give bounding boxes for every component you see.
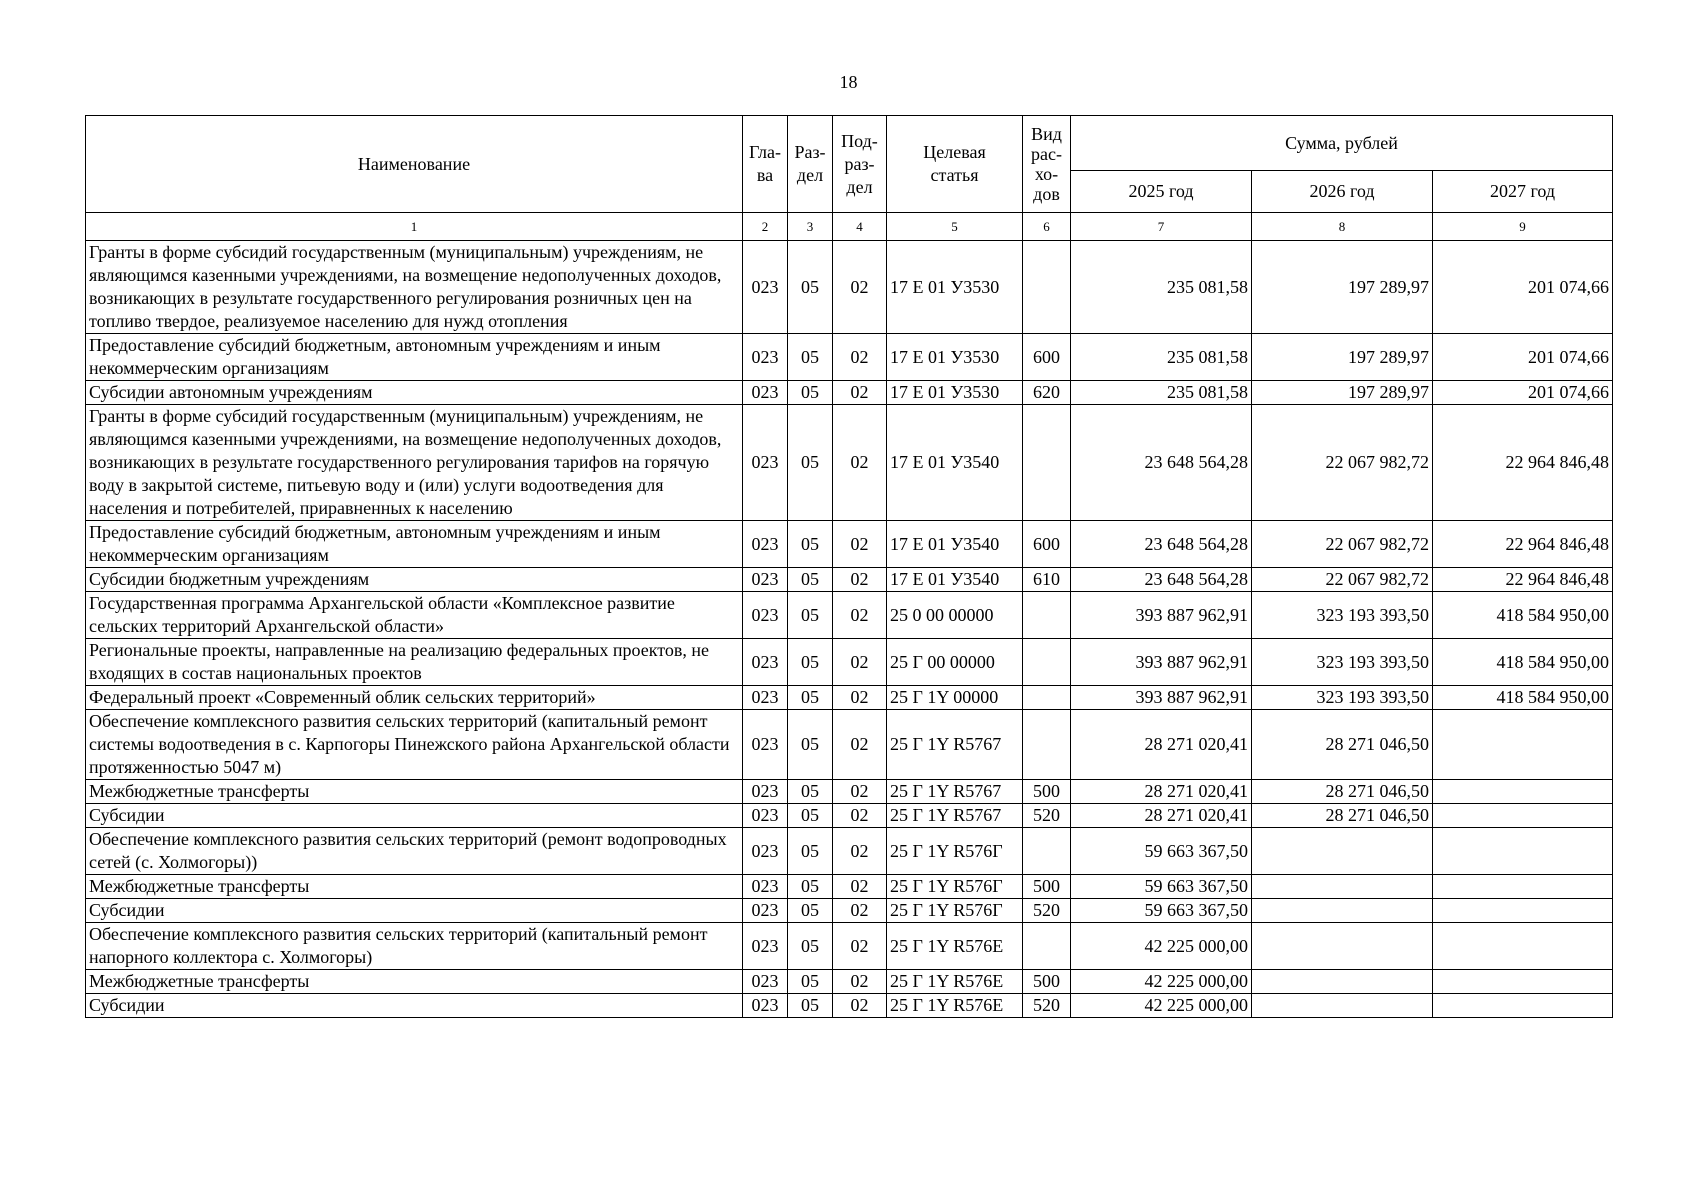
column-number: 4 bbox=[833, 213, 887, 241]
row-sum-2026: 28 271 046,50 bbox=[1252, 804, 1433, 828]
row-subsection: 02 bbox=[833, 592, 887, 639]
row-name: Межбюджетные трансферты bbox=[86, 970, 743, 994]
row-target: 25 Г 1Y R576Е bbox=[887, 923, 1023, 970]
table-row bbox=[86, 592, 1613, 639]
row-chapter: 023 bbox=[743, 804, 788, 828]
row-target: 25 Г 00 00000 bbox=[887, 639, 1023, 686]
row-target: 25 Г 1Y R5767 bbox=[887, 780, 1023, 804]
row-name: Субсидии bbox=[86, 899, 743, 923]
row-sum-2025: 28 271 020,41 bbox=[1071, 780, 1252, 804]
row-expense-type: 620 bbox=[1023, 381, 1071, 405]
column-number: 5 bbox=[887, 213, 1023, 241]
column-number: 9 bbox=[1433, 213, 1613, 241]
table-row bbox=[86, 970, 1613, 994]
row-section: 05 bbox=[788, 994, 833, 1018]
header-year-2027: 2027 год bbox=[1433, 171, 1613, 213]
row-sum-2025: 235 081,58 bbox=[1071, 334, 1252, 381]
row-target: 25 Г 1Y R576Г bbox=[887, 875, 1023, 899]
row-sum-2025: 23 648 564,28 bbox=[1071, 521, 1252, 568]
row-name: Гранты в форме субсидий государственным (муниципальным) учреждениям, не являющимся казенными учреждениями, на возмещение недополученных доходов, возникающих в результате государственного регулирования розничных цен на топливо твердое, реализуемое населению для нужд отопления bbox=[86, 241, 743, 334]
row-expense-type: 500 bbox=[1023, 780, 1071, 804]
row-section: 05 bbox=[788, 780, 833, 804]
row-section: 05 bbox=[788, 592, 833, 639]
row-expense-type: 600 bbox=[1023, 521, 1071, 568]
row-subsection: 02 bbox=[833, 923, 887, 970]
table-row bbox=[86, 381, 1613, 405]
row-sum-2026: 197 289,97 bbox=[1252, 381, 1433, 405]
row-sum-2027: 418 584 950,00 bbox=[1433, 686, 1613, 710]
row-sum-2027: 201 074,66 bbox=[1433, 381, 1613, 405]
column-number: 6 bbox=[1023, 213, 1071, 241]
column-number: 3 bbox=[788, 213, 833, 241]
row-sum-2027 bbox=[1433, 875, 1613, 899]
header-name: Наименование bbox=[86, 116, 743, 213]
row-name: Межбюджетные трансферты bbox=[86, 875, 743, 899]
row-subsection: 02 bbox=[833, 405, 887, 521]
row-section: 05 bbox=[788, 686, 833, 710]
row-expense-type: 520 bbox=[1023, 804, 1071, 828]
row-sum-2027 bbox=[1433, 828, 1613, 875]
table-row bbox=[86, 405, 1613, 521]
table-row bbox=[86, 639, 1613, 686]
row-subsection: 02 bbox=[833, 639, 887, 686]
column-number: 8 bbox=[1252, 213, 1433, 241]
row-name: Предоставление субсидий бюджетным, автономным учреждениям и иным некоммерческим организациям bbox=[86, 521, 743, 568]
row-chapter: 023 bbox=[743, 970, 788, 994]
table-row bbox=[86, 686, 1613, 710]
row-target: 25 0 00 00000 bbox=[887, 592, 1023, 639]
row-sum-2025: 42 225 000,00 bbox=[1071, 994, 1252, 1018]
row-sum-2026: 28 271 046,50 bbox=[1252, 780, 1433, 804]
row-section: 05 bbox=[788, 875, 833, 899]
header-target: Целевая статья bbox=[887, 116, 1023, 213]
row-section: 05 bbox=[788, 710, 833, 780]
row-sum-2027: 201 074,66 bbox=[1433, 241, 1613, 334]
row-target: 25 Г 1Y R5767 bbox=[887, 710, 1023, 780]
row-chapter: 023 bbox=[743, 568, 788, 592]
row-section: 05 bbox=[788, 639, 833, 686]
row-name: Субсидии bbox=[86, 994, 743, 1018]
row-chapter: 023 bbox=[743, 780, 788, 804]
row-sum-2027: 22 964 846,48 bbox=[1433, 405, 1613, 521]
row-sum-2025: 23 648 564,28 bbox=[1071, 405, 1252, 521]
row-chapter: 023 bbox=[743, 592, 788, 639]
row-expense-type: 610 bbox=[1023, 568, 1071, 592]
row-sum-2026 bbox=[1252, 970, 1433, 994]
row-subsection: 02 bbox=[833, 970, 887, 994]
row-name: Федеральный проект «Современный облик сельских территорий» bbox=[86, 686, 743, 710]
row-sum-2026 bbox=[1252, 994, 1433, 1018]
row-section: 05 bbox=[788, 241, 833, 334]
row-sum-2026 bbox=[1252, 923, 1433, 970]
table-row bbox=[86, 780, 1613, 804]
row-target: 25 Г 1Y R576Г bbox=[887, 899, 1023, 923]
budget-table bbox=[85, 115, 1613, 1018]
row-subsection: 02 bbox=[833, 875, 887, 899]
row-target: 25 Г 1Y 00000 bbox=[887, 686, 1023, 710]
row-sum-2025: 59 663 367,50 bbox=[1071, 875, 1252, 899]
row-name: Субсидии автономным учреждениям bbox=[86, 381, 743, 405]
header-year-2025: 2025 год bbox=[1071, 171, 1252, 213]
row-sum-2027 bbox=[1433, 923, 1613, 970]
header-chapter: Гла- ва bbox=[743, 116, 788, 213]
row-chapter: 023 bbox=[743, 994, 788, 1018]
row-sum-2026 bbox=[1252, 875, 1433, 899]
row-sum-2025: 393 887 962,91 bbox=[1071, 686, 1252, 710]
row-name: Предоставление субсидий бюджетным, автономным учреждениям и иным некоммерческим организациям bbox=[86, 334, 743, 381]
row-expense-type: 520 bbox=[1023, 994, 1071, 1018]
row-sum-2026: 323 193 393,50 bbox=[1252, 592, 1433, 639]
row-target: 17 Е 01 У3540 bbox=[887, 568, 1023, 592]
row-subsection: 02 bbox=[833, 381, 887, 405]
row-subsection: 02 bbox=[833, 334, 887, 381]
row-subsection: 02 bbox=[833, 994, 887, 1018]
table-row bbox=[86, 710, 1613, 780]
row-sum-2025: 42 225 000,00 bbox=[1071, 923, 1252, 970]
row-section: 05 bbox=[788, 381, 833, 405]
row-sum-2026: 323 193 393,50 bbox=[1252, 686, 1433, 710]
row-expense-type bbox=[1023, 923, 1071, 970]
row-chapter: 023 bbox=[743, 828, 788, 875]
row-name: Обеспечение комплексного развития сельских территорий (капитальный ремонт напорного коллектора с. Холмогоры) bbox=[86, 923, 743, 970]
row-section: 05 bbox=[788, 804, 833, 828]
table-row bbox=[86, 568, 1613, 592]
header-sum: Сумма, рублей bbox=[1071, 116, 1613, 171]
table-row bbox=[86, 804, 1613, 828]
row-target: 25 Г 1Y R576Г bbox=[887, 828, 1023, 875]
row-chapter: 023 bbox=[743, 710, 788, 780]
column-number: 2 bbox=[743, 213, 788, 241]
row-chapter: 023 bbox=[743, 381, 788, 405]
row-sum-2027 bbox=[1433, 710, 1613, 780]
row-sum-2027: 418 584 950,00 bbox=[1433, 639, 1613, 686]
row-target: 25 Г 1Y R5767 bbox=[887, 804, 1023, 828]
row-name: Обеспечение комплексного развития сельских территорий (капитальный ремонт системы водоотведения в с. Карпогоры Пинежского района Архангельской области протяженностью 5047 м) bbox=[86, 710, 743, 780]
column-number: 7 bbox=[1071, 213, 1252, 241]
row-sum-2027 bbox=[1433, 899, 1613, 923]
row-name: Обеспечение комплексного развития сельских территорий (ремонт водопроводных сетей (с. Холмогоры)) bbox=[86, 828, 743, 875]
row-sum-2025: 235 081,58 bbox=[1071, 381, 1252, 405]
row-chapter: 023 bbox=[743, 923, 788, 970]
row-sum-2027 bbox=[1433, 970, 1613, 994]
row-sum-2026: 22 067 982,72 bbox=[1252, 568, 1433, 592]
row-name: Региональные проекты, направленные на реализацию федеральных проектов, не входящих в состав национальных проектов bbox=[86, 639, 743, 686]
row-expense-type bbox=[1023, 405, 1071, 521]
table-row bbox=[86, 521, 1613, 568]
table-row bbox=[86, 241, 1613, 334]
row-expense-type bbox=[1023, 241, 1071, 334]
row-sum-2025: 28 271 020,41 bbox=[1071, 804, 1252, 828]
row-sum-2026: 197 289,97 bbox=[1252, 241, 1433, 334]
row-target: 17 Е 01 У3530 bbox=[887, 381, 1023, 405]
row-sum-2025: 42 225 000,00 bbox=[1071, 970, 1252, 994]
row-sum-2027 bbox=[1433, 780, 1613, 804]
row-name: Гранты в форме субсидий государственным (муниципальным) учреждениям, не являющимся казенными учреждениями, на возмещение недополученных доходов, возникающих в результате государственного регулирования тарифов на горячую воду в закрытой системе, питьевую воду и (или) услуги водоотведения для населения и потребителей, приравненных к населению bbox=[86, 405, 743, 521]
row-sum-2025: 23 648 564,28 bbox=[1071, 568, 1252, 592]
row-target: 17 Е 01 У3540 bbox=[887, 521, 1023, 568]
row-sum-2025: 393 887 962,91 bbox=[1071, 592, 1252, 639]
row-section: 05 bbox=[788, 970, 833, 994]
row-sum-2027: 22 964 846,48 bbox=[1433, 521, 1613, 568]
row-sum-2027: 418 584 950,00 bbox=[1433, 592, 1613, 639]
row-section: 05 bbox=[788, 521, 833, 568]
row-subsection: 02 bbox=[833, 828, 887, 875]
row-expense-type: 600 bbox=[1023, 334, 1071, 381]
row-sum-2026 bbox=[1252, 899, 1433, 923]
row-subsection: 02 bbox=[833, 899, 887, 923]
column-number-row bbox=[86, 213, 1613, 241]
row-expense-type bbox=[1023, 686, 1071, 710]
row-sum-2026: 323 193 393,50 bbox=[1252, 639, 1433, 686]
row-section: 05 bbox=[788, 828, 833, 875]
header-section: Раз- дел bbox=[788, 116, 833, 213]
row-chapter: 023 bbox=[743, 521, 788, 568]
row-sum-2027 bbox=[1433, 804, 1613, 828]
row-chapter: 023 bbox=[743, 334, 788, 381]
row-section: 05 bbox=[788, 405, 833, 521]
row-expense-type: 500 bbox=[1023, 970, 1071, 994]
row-subsection: 02 bbox=[833, 780, 887, 804]
row-sum-2026 bbox=[1252, 828, 1433, 875]
row-subsection: 02 bbox=[833, 710, 887, 780]
table-row bbox=[86, 923, 1613, 970]
row-subsection: 02 bbox=[833, 804, 887, 828]
row-subsection: 02 bbox=[833, 568, 887, 592]
row-name: Государственная программа Архангельской области «Комплексное развитие сельских территорий Архангельской области» bbox=[86, 592, 743, 639]
row-expense-type bbox=[1023, 710, 1071, 780]
row-chapter: 023 bbox=[743, 899, 788, 923]
table-row bbox=[86, 828, 1613, 875]
row-sum-2027: 201 074,66 bbox=[1433, 334, 1613, 381]
row-expense-type bbox=[1023, 828, 1071, 875]
row-chapter: 023 bbox=[743, 875, 788, 899]
row-target: 25 Г 1Y R576Е bbox=[887, 970, 1023, 994]
row-sum-2025: 393 887 962,91 bbox=[1071, 639, 1252, 686]
row-subsection: 02 bbox=[833, 521, 887, 568]
row-sum-2027 bbox=[1433, 994, 1613, 1018]
row-expense-type bbox=[1023, 639, 1071, 686]
table-row bbox=[86, 875, 1613, 899]
row-section: 05 bbox=[788, 334, 833, 381]
row-expense-type: 520 bbox=[1023, 899, 1071, 923]
header-year-2026: 2026 год bbox=[1252, 171, 1433, 213]
row-sum-2026: 22 067 982,72 bbox=[1252, 521, 1433, 568]
row-subsection: 02 bbox=[833, 241, 887, 334]
row-target: 17 Е 01 У3530 bbox=[887, 334, 1023, 381]
row-sum-2025: 59 663 367,50 bbox=[1071, 828, 1252, 875]
row-sum-2025: 28 271 020,41 bbox=[1071, 710, 1252, 780]
row-sum-2026: 28 271 046,50 bbox=[1252, 710, 1433, 780]
header-expense-type: Вид рас- хо- дов bbox=[1023, 116, 1071, 213]
row-chapter: 023 bbox=[743, 241, 788, 334]
row-section: 05 bbox=[788, 568, 833, 592]
row-chapter: 023 bbox=[743, 639, 788, 686]
table-row bbox=[86, 899, 1613, 923]
row-sum-2025: 59 663 367,50 bbox=[1071, 899, 1252, 923]
row-target: 25 Г 1Y R576Е bbox=[887, 994, 1023, 1018]
table-row bbox=[86, 994, 1613, 1018]
row-sum-2025: 235 081,58 bbox=[1071, 241, 1252, 334]
row-chapter: 023 bbox=[743, 686, 788, 710]
table-row bbox=[86, 334, 1613, 381]
row-expense-type bbox=[1023, 592, 1071, 639]
row-subsection: 02 bbox=[833, 686, 887, 710]
row-section: 05 bbox=[788, 899, 833, 923]
column-number: 1 bbox=[86, 213, 743, 241]
row-name: Межбюджетные трансферты bbox=[86, 780, 743, 804]
row-expense-type: 500 bbox=[1023, 875, 1071, 899]
row-sum-2027: 22 964 846,48 bbox=[1433, 568, 1613, 592]
row-sum-2026: 197 289,97 bbox=[1252, 334, 1433, 381]
header-subsection: Под- раз- дел bbox=[833, 116, 887, 213]
row-sum-2026: 22 067 982,72 bbox=[1252, 405, 1433, 521]
row-name: Субсидии bbox=[86, 804, 743, 828]
page-number: 18 bbox=[839, 72, 858, 92]
row-section: 05 bbox=[788, 923, 833, 970]
row-target: 17 Е 01 У3530 bbox=[887, 241, 1023, 334]
row-target: 17 Е 01 У3540 bbox=[887, 405, 1023, 521]
row-chapter: 023 bbox=[743, 405, 788, 521]
row-name: Субсидии бюджетным учреждениям bbox=[86, 568, 743, 592]
